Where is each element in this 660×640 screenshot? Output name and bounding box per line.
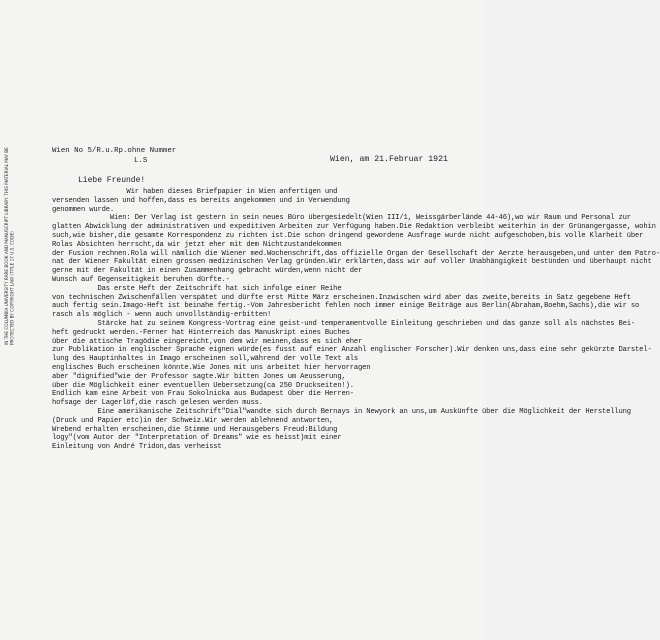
body-line: von technischen Zwischenfällen verspätet und dürfte erst Mitte März erscheinen.Inzwischen wird aber das zweite,bereits in Satz gegebene Heft (52, 293, 631, 302)
body-line: gerne mit der Fakultät in einen Zusammenhang gebracht würden,wenn nicht der (52, 267, 363, 276)
body-line: Wien: Der Verlag ist gestern in sein neues Büro übergesiedelt(Wien III/1, Weissgärberlände 44-46),wo wir Raum und Personal zur (52, 214, 631, 223)
body-line: englisches Buch erscheinen könnte.Wie Jones mit uns arbeitet hier hervorragen (52, 363, 371, 372)
body-line: Das erste Heft der Zeitschrift hat sich infolge einer Reihe (52, 284, 342, 293)
body-line: über die Möglichkeit einer eventuellen Uebersetzung(ca 250 Druckseiten!). (52, 381, 354, 390)
body-line: logy"(vom Autor der "Interpretation of Dreams" wie es heisst)mit einer (52, 434, 342, 443)
reference-initials: L.S (134, 157, 148, 165)
body-line: rasch als möglich - wenn auch unvollständig-erbitten! (52, 311, 272, 320)
body-line: (Druck und Papier etc)in der Schweiz.Wir werden ablehnend antworten, (52, 416, 334, 425)
body-line: Endlich kam eine Arbeit von Frau Sokolnicka aus Budapest über die Herren- (52, 390, 354, 399)
letter-date: Wien, am 21.Februar 1921 (330, 155, 448, 164)
body-line: nat der Wiener Fakultät einen grossen medizinischen Verlag gründen.Wir erklärten,dass wir auf voller Unabhängigkeit bestünden und überhaupt nicht (52, 258, 652, 267)
body-line: Eine amerikanische Zeitschrift"Dial"wandte sich durch Bernays in Newyork an uns,um Auskünfte über die Möglichkeit der Herstellung (52, 407, 631, 416)
greeting: Liebe Freunde! (78, 176, 146, 185)
body-line: der Fusion rechnen.Rola will nämlich die Wiener med.Wochenschrift,das offizielle Organ der Gesellschaft der Aerzte herausgeben,und unter dem Patro- (52, 249, 660, 258)
body-line: Einleitung von André Tridon,das verheisst (52, 443, 222, 452)
body-line: such,wie bisher,die gesamte Korrespondenz zu richten ist.Die schon dringend gewordene Ausfrage wurde nicht aufgeschoben,bis volle Klarheit über (52, 231, 644, 240)
body-line: versenden lassen und hoffen,dass es bereits angekommen und in Verwendung (52, 196, 350, 205)
body-line: hofsage der Lagerlöf,die rasch gelesen werden muss. (52, 399, 263, 408)
letter-body (52, 188, 660, 452)
body-line: glatten Abwicklung der administrativen und expeditiven Arbeiten zur Verfügung haben.Die Redaktion verbleibt weiterhin in der Grünangergasse, wohin (52, 223, 656, 232)
body-line: heft gedruckt werden.-Ferner hat Hinterreich das Manuskript eines Buches (52, 328, 350, 337)
copyright-margin-notice: IN THE COLUMBIA UNIVERSITY RARE BOOK AND MANUSCRIPT LIBRARY. THIS MATERIAL MAY BE PROTECTED BY COPYRIGHT LAW (TITLE 17 U.S. CODE) (4, 147, 15, 345)
body-line: zur Publikation in englischer Sprache eignen würde(es fusst auf einer Anzahl englischer Forscher).Wir denken uns,dass eine sehr gekürzte Darstel- (52, 346, 652, 355)
body-line: Stärcke hat zu seinem Kongress-Vortrag eine geist-und temperamentvolle Einleitung geschrieben und das ganze soll als nächstes Bei- (52, 319, 636, 328)
body-line: lung des Hauptinhaltes in Imago erscheinen soll,während der volle Text als (52, 355, 358, 364)
body-line: genommen wurde. (52, 205, 115, 214)
body-line: Wir haben dieses Briefpapier in Wien anfertigen und (52, 188, 338, 196)
body-line: auch fertig sein.Imago-Heft ist beinahe fertig.-Vom Jahresbericht fehlen noch immer einige Beiträge aus Berlin(Abraham,Boehm,Sachs),die wir so (52, 302, 640, 311)
body-line: über die attische Tragödie eingereicht,von dem wir meinen,dass es sich eher (52, 337, 363, 346)
reference-line: Wien No 5/R.u.Rp.ohne Nummer (52, 147, 177, 155)
body-line: Wrebend erhalten erscheinen,die Stimme und Herausgebers Freud:Bildung (52, 425, 338, 434)
body-line: Wunsch auf Gegenseitigkeit beruhen dürfte.- (52, 275, 230, 284)
reference-block (52, 146, 176, 166)
body-line: aber "dignified"wie der Professor sagte.Wir bitten Jones um Aeusserung, (52, 372, 346, 381)
body-line: Rolas Absichten herrscht,da wir jetzt eher mit dem Nichtzustandekommen (52, 240, 342, 249)
